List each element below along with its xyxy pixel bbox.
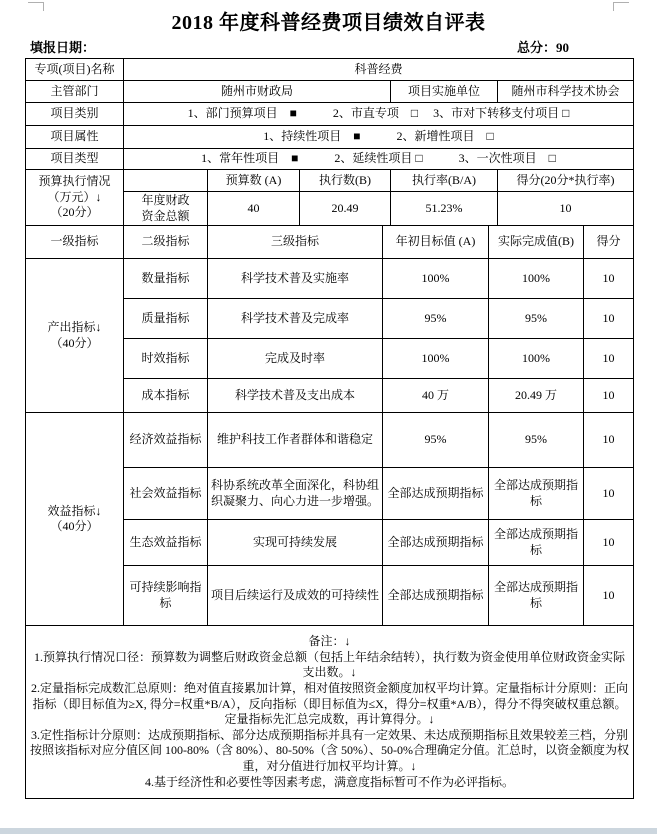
level2-cell: 经济效益指标 [124,413,208,468]
budget-label-line2: （万元）↓ [47,189,102,204]
score-col-header: 得分(20分*执行率) [498,170,634,192]
level3-cell: 科学技术普及完成率 [208,299,383,339]
target-cell: 100% [383,339,489,379]
group-name: 效益指标↓ [47,503,102,518]
score-cell: 10 [584,413,634,468]
fill-date-label: 填报日期： [30,40,96,55]
budget-label-line3: （20分） [50,205,99,220]
level3-cell: 实现可持续发展 [208,520,383,566]
score-cell: 10 [584,566,634,626]
level2-cell: 质量指标 [124,299,208,339]
attribute-options-cell: 1、持续性项目 ■ 2、新增性项目 □ [124,126,634,149]
note-line: 1.预算执行情况口径：预算数为调整后财政资金总额（包括上年结余结转），执行数为资金使用单位财政资金实际支出数。↓ [33,649,625,680]
group-score-label: （40分） [50,519,99,534]
score-cell: 10 [584,468,634,520]
notes-cell [26,626,634,799]
score-cell: 10 [584,520,634,566]
col-header-actual: 实际完成值(B) [489,226,584,259]
group-label-cell-output [26,259,124,413]
actual-cell: 全部达成预期指标 [489,520,584,566]
level3-cell: 科协系统改革全面深化，科协组织凝聚力、向心力进一步增强。 [208,468,383,520]
actual-cell: 20.49 万 [489,379,584,413]
col-header-level1: 一级指标 [26,226,124,259]
level3-cell: 完成及时率 [208,339,383,379]
exec-value-cell: 20.49 [300,192,391,226]
score-cell: 10 [584,339,634,379]
level2-cell: 社会效益指标 [124,468,208,520]
level3-cell: 科学技术普及支出成本 [208,379,383,413]
table-row [26,626,634,799]
level2-cell: 数量指标 [124,259,208,299]
impl-unit-label-cell: 项目实施单位 [391,81,498,103]
level2-cell: 生态效益指标 [124,520,208,566]
total-score-label: 总分： [516,40,556,55]
col-header-target: 年初目标值 (A) [383,226,489,259]
actual-cell: 95% [489,299,584,339]
indicator-row [26,259,634,299]
score-cell: 10 [584,379,634,413]
notes-table [25,625,634,799]
total-score [517,40,569,57]
budget-label-line1: 预算执行情况 [38,174,111,189]
level2-cell: 时效指标 [124,339,208,379]
attribute-label-cell: 项目属性 [26,126,124,149]
table-row [26,170,634,192]
target-cell: 95% [383,413,489,468]
rate-col-header: 执行率(B/A) [391,170,498,192]
level3-cell: 科学技术普及实施率 [208,259,383,299]
target-cell: 全部达成预期指标 [383,566,489,626]
dept-value-cell: 随州市财政局 [124,81,391,103]
page-bottom-edge [0,828,657,834]
budget-col-header: 预算数 (A) [208,170,300,192]
note-line: 3.定性指标计分原则：达成预期指标、部分达成预期指标并具有一定效果、未达成预期指标且效果较差三档，分别按照该指标对应分值区间 100-80%（含 80%）、80-50%（含 50%）、50-0%合理确定分值。汇总时，以资金额度为权重，对分值进行加权平均计算。↓ [30,727,629,773]
project-name-label-cell: 专项(项目)名称 [26,59,124,81]
impl-unit-value-cell: 随州市科学技术协会 [498,81,634,103]
group-score-label: （40分） [50,335,99,350]
category-label-cell: 项目类别 [26,103,124,126]
table-row [26,149,634,170]
target-cell: 全部达成预期指标 [383,468,489,520]
level3-cell: 维护科技工作者群体和谐稳定 [208,413,383,468]
budget-value-cell: 40 [208,192,300,226]
col-header-level3: 三级指标 [208,226,383,259]
budget-score-cell: 10 [498,192,634,226]
indicator-row [26,413,634,468]
annual-funds-line1: 年度财政 [141,193,190,207]
page-corner-mark-right [613,2,629,11]
note-line: 2.定量指标完成数汇总原则：绝对值直接累加计算，相对值按照资金额度加权平均计算。定量指标计分原则：正向指标（即目标值为≥X, 得分=权重*B/A），反向指标（即目标值为≤X，得分=权重*A/B），得分不得突破权重总额。定量指标先汇总完成数，再计算得分。↓ [30,681,628,727]
empty-cell [124,170,208,192]
budget-execution-table [25,169,634,226]
total-score-value: 90 [556,40,569,55]
notes-title: 备注：↓ [308,634,351,649]
project-info-table [25,58,634,170]
table-row [26,81,634,103]
category-options-cell: 1、部门预算项目 ■ 2、市直专项 □ 3、市对下转移支付项目 □ [124,103,634,126]
rate-value-cell: 51.23% [391,192,498,226]
score-cell: 10 [584,299,634,339]
budget-section-label-cell [26,170,124,226]
indicator-header-row [26,226,634,259]
target-cell: 95% [383,299,489,339]
page-title: 2018 年度科普经费项目绩效自评表 [171,12,486,34]
level2-cell: 可持续影响指标 [124,566,208,626]
type-label-cell: 项目类型 [26,149,124,170]
meta-row [0,40,657,58]
actual-cell: 100% [489,339,584,379]
actual-cell: 95% [489,413,584,468]
target-cell: 40 万 [383,379,489,413]
level2-cell: 成本指标 [124,379,208,413]
score-cell: 10 [584,259,634,299]
annual-funds-label-cell [124,192,208,226]
page-corner-mark-left [28,2,44,11]
table-row [26,126,634,149]
annual-funds-line2: 资金总额 [141,208,190,223]
table-row [26,103,634,126]
project-name-value-cell: 科普经费 [124,59,634,81]
indicator-table [25,225,634,626]
actual-cell: 全部达成预期指标 [489,468,584,520]
target-cell: 全部达成预期指标 [383,520,489,566]
exec-col-header: 执行数(B) [300,170,391,192]
dept-label-cell: 主管部门 [26,81,124,103]
group-name: 产出指标↓ [47,320,102,335]
table-row [26,59,634,81]
actual-cell: 全部达成预期指标 [489,566,584,626]
col-header-score: 得分 [584,226,634,259]
target-cell: 100% [383,259,489,299]
col-header-level2: 二级指标 [124,226,208,259]
group-label-cell-benefit [26,413,124,626]
actual-cell: 100% [489,259,584,299]
type-options-cell: 1、常年性项目 ■ 2、延续性项目 □ 3、一次性项目 □ [124,149,634,170]
note-line: 4.基于经济性和必要性等因素考虑，满意度指标暂可不作为必评指标。 [144,774,514,789]
level3-cell: 项目后续运行及成效的可持续性 [208,566,383,626]
